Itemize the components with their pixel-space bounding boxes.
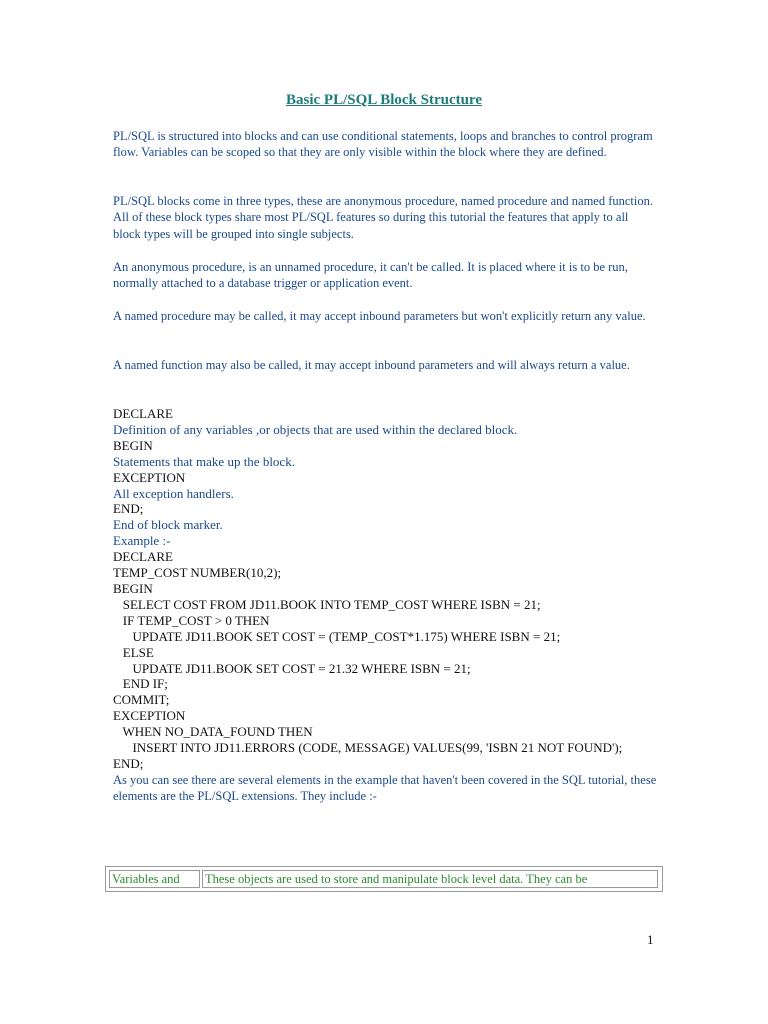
paragraph-closing: As you can see there are several elements in the example that haven't been covered in the SQL tutorial, these elements are the PL/SQL extensions. They include :- bbox=[113, 773, 657, 804]
page-number: 1 bbox=[647, 932, 654, 947]
paragraph-intro: PL/SQL is structured into blocks and can use conditional statements, loops and branches to control program flow. Variables can be scoped so that they are only visible within the block where they are defined. bbox=[113, 129, 653, 160]
code-comment: Definition of any variables ,or objects that are used within the declared block. bbox=[113, 421, 518, 437]
code-line: END; bbox=[113, 755, 144, 771]
code-line: TEMP_COST NUMBER(10,2); bbox=[113, 565, 282, 581]
code-line: UPDATE JD11.BOOK SET COST = 21.32 WHERE ISBN = 21; bbox=[113, 660, 471, 676]
code-line: EXCEPTION bbox=[113, 708, 186, 724]
code-line: DECLARE bbox=[113, 549, 173, 565]
paragraph-block-types: PL/SQL blocks come in three types, these are anonymous procedure, named procedure and named function. All of these block types share most PL/SQL features so during this tutorial the features that apply to all block types will be grouped into single subjects. bbox=[113, 194, 653, 241]
code-line: END IF; bbox=[113, 676, 168, 692]
code-comment: All exception handlers. bbox=[113, 485, 234, 501]
code-block bbox=[113, 406, 673, 772]
code-line: ELSE bbox=[113, 644, 154, 660]
paragraph-named-procedure: A named procedure may be called, it may accept inbound parameters but won't explicitly return any value. bbox=[113, 309, 646, 323]
code-line: WHEN NO_DATA_FOUND THEN bbox=[113, 724, 313, 740]
table-cell-description: These objects are used to store and manipulate block level data. They can be bbox=[202, 870, 658, 888]
extensions-table bbox=[105, 866, 663, 892]
example-label: Example :- bbox=[113, 533, 171, 549]
table-cell-term: Variables and bbox=[109, 870, 200, 888]
code-line: INSERT INTO JD11.ERRORS (CODE, MESSAGE) VALUES(99, 'ISBN 21 NOT FOUND'); bbox=[113, 740, 623, 756]
code-line: COMMIT; bbox=[113, 692, 170, 708]
code-line: UPDATE JD11.BOOK SET COST = (TEMP_COST*1.175) WHERE ISBN = 21; bbox=[113, 628, 561, 644]
paragraph-named-function: A named function may also be called, it may accept inbound parameters and will always return a value. bbox=[113, 358, 630, 372]
code-line: END; bbox=[113, 501, 144, 517]
page-title: Basic PL/SQL Block Structure bbox=[286, 92, 482, 108]
code-comment: Statements that make up the block. bbox=[113, 453, 295, 469]
code-comment: End of block marker. bbox=[113, 517, 223, 533]
code-line: BEGIN bbox=[113, 580, 153, 596]
code-line: DECLARE bbox=[113, 406, 173, 421]
code-line: IF TEMP_COST > 0 THEN bbox=[113, 612, 270, 628]
code-line: EXCEPTION bbox=[113, 469, 186, 485]
paragraph-anonymous-procedure: An anonymous procedure, is an unnamed procedure, it can't be called. It is placed where it is to be run, normally attached to a database trigger or application event. bbox=[113, 260, 628, 291]
code-line: BEGIN bbox=[113, 437, 153, 453]
code-line: SELECT COST FROM JD11.BOOK INTO TEMP_COST WHERE ISBN = 21; bbox=[113, 596, 541, 612]
